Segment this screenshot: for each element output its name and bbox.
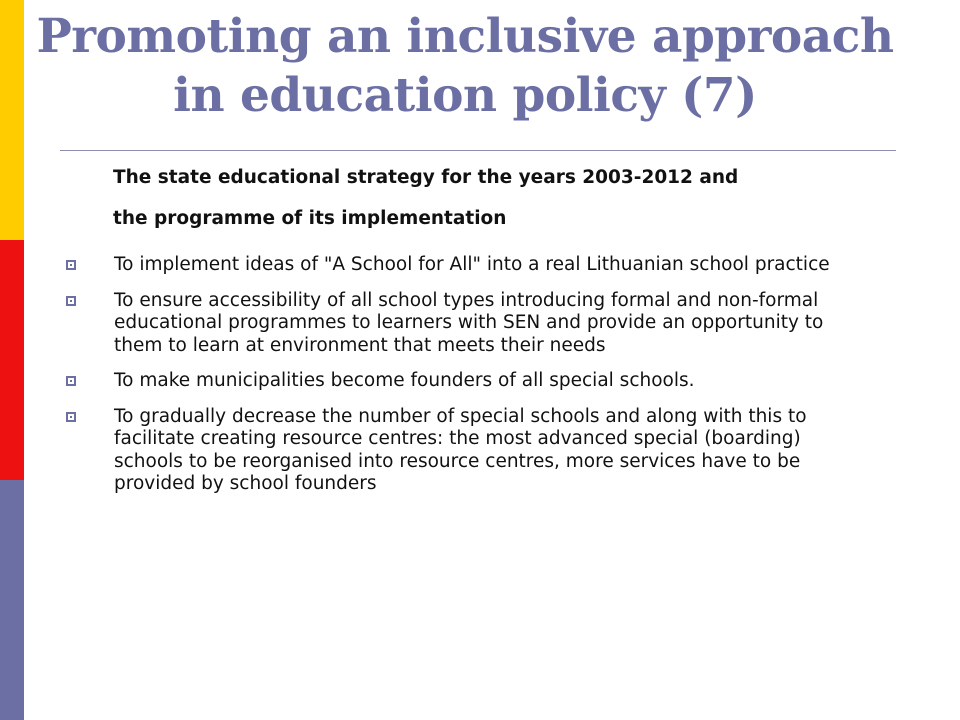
square-bullet-icon	[66, 412, 76, 422]
bullet-text: To gradually decrease the number of special schools and along with this to facilitate creating resource centres: the most advanced special (boarding) schools to be reorganised into resource centres, more services have to be provided by school founders	[114, 405, 807, 494]
slide-title: Promoting an inclusive approach in education policy (7)	[36, 9, 894, 123]
list-item	[66, 370, 856, 393]
square-bullet-icon	[66, 296, 76, 306]
sidebar-yellow-band	[0, 0, 24, 240]
sidebar-red-band	[0, 240, 24, 480]
subtitle-line-2: the programme of its implementation	[113, 208, 507, 229]
square-bullet-icon	[66, 260, 76, 270]
bullet-list	[66, 254, 856, 509]
list-item	[66, 254, 856, 277]
sidebar-purple-band	[0, 480, 24, 720]
square-bullet-icon	[66, 376, 76, 386]
slide-subtitle	[113, 157, 906, 239]
bullet-text: To ensure accessibility of all school types introducing formal and non-formal educational programmes to learners with SEN and provide an opportunity to them to learn at environment that meets their needs	[114, 289, 824, 356]
list-item	[66, 290, 856, 358]
bullet-text: To make municipalities become founders of all special schools.	[114, 370, 695, 391]
subtitle-line-1: The state educational strategy for the years 2003-2012 and	[113, 167, 739, 188]
title-divider	[60, 150, 896, 151]
bullet-text: To implement ideas of "A School for All" into a real Lithuanian school practice	[114, 254, 830, 275]
list-item	[66, 406, 856, 496]
